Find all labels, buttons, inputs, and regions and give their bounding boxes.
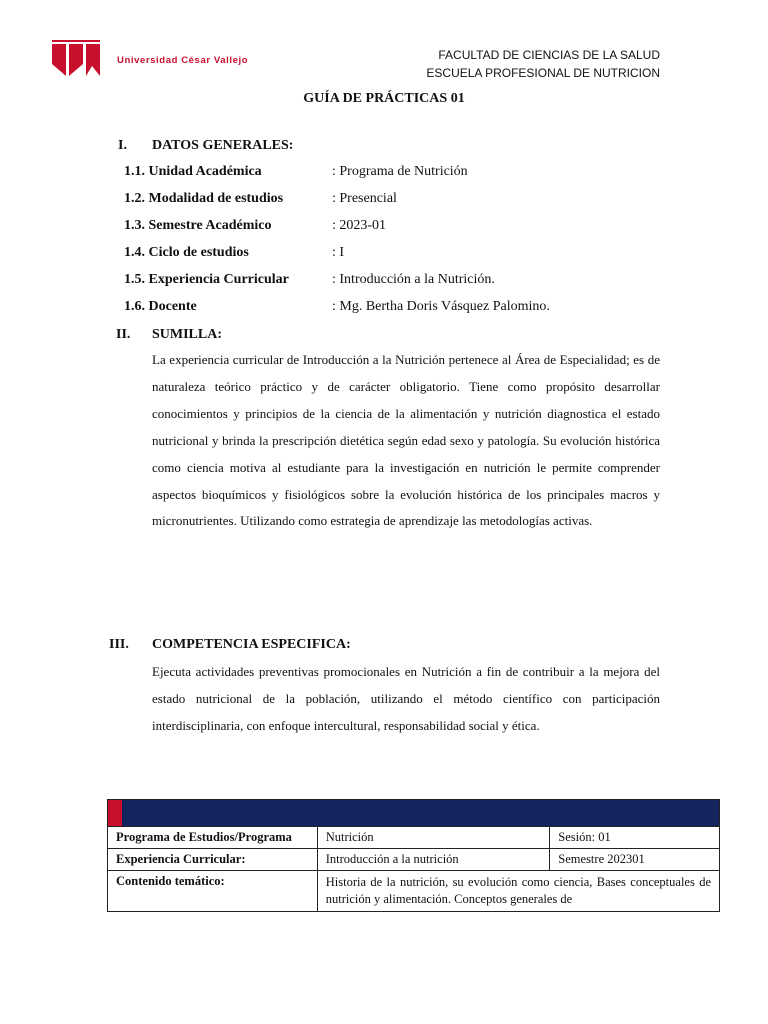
data-label: 1.3. Semestre Académico xyxy=(124,218,272,233)
section-number: II. xyxy=(116,327,131,342)
table-cell: Sesión: 01 xyxy=(550,827,720,849)
data-label: 1.1. Unidad Académica xyxy=(124,164,262,179)
table-cell: Semestre 202301 xyxy=(550,849,720,871)
data-value: : 2023-01 xyxy=(332,218,387,233)
data-label: 1.4. Ciclo de estudios xyxy=(124,245,249,260)
section-title: SUMILLA: xyxy=(152,327,223,342)
table-banner xyxy=(108,800,720,827)
data-value: : Introducción a la Nutrición. xyxy=(332,272,495,287)
section-title: DATOS GENERALES: xyxy=(152,138,294,153)
table-row xyxy=(108,871,720,912)
data-label: 1.6. Docente xyxy=(124,299,197,314)
page-title: GUÍA DE PRÁCTICAS 01 xyxy=(303,91,465,106)
table-cell: Historia de la nutrición, su evolución como ciencia, Bases conceptuales de nutrición y alimentación. Conceptos generales de xyxy=(317,871,719,912)
table-cell: Experiencia Curricular: xyxy=(108,849,318,871)
table-row xyxy=(108,827,720,849)
section-number: I. xyxy=(118,138,127,153)
table-cell: Introducción a la nutrición xyxy=(317,849,550,871)
data-label: 1.2. Modalidad de estudios xyxy=(124,191,284,206)
data-value: : Programa de Nutrición xyxy=(332,164,468,179)
section-number: III. xyxy=(109,637,129,652)
sumilla-text: La experiencia curricular de Introducción a la Nutrición pertenece al Área de Especialidad; es de naturaleza teórico práctico y de carácter obligatorio. Tiene como propósito desarrollar conocimientos y principios de la ciencia de la alimentación y nutrición diagnostica el estado nutricional y brinda la prescripción dietética según edad sexo y patología. Su evolución histórica como ciencia motiva al estudiante para la investigación en nutrición le permite comprender aspectos bioquímicos y fisiológicos sobre la evolución histórica de los principales macros y micronutrientes. Utilizando como estrategia de aprendizaje las metodologías activas. xyxy=(152,352,660,529)
table-cell: Contenido temático: xyxy=(108,871,318,912)
session-info-table xyxy=(107,799,720,912)
table-cell: Programa de Estudios/Programa xyxy=(108,827,318,849)
table-row xyxy=(108,849,720,871)
logo-text: Universidad César Vallejo xyxy=(117,55,249,66)
data-label: 1.5. Experiencia Curricular xyxy=(124,272,289,287)
data-value: : Presencial xyxy=(332,191,397,206)
faculty-name: FACULTAD DE CIENCIAS DE LA SALUD xyxy=(438,48,660,62)
school-name: ESCUELA PROFESIONAL DE NUTRICION xyxy=(426,66,660,80)
data-value: : I xyxy=(332,245,345,260)
section-title: COMPETENCIA ESPECIFICA: xyxy=(152,637,351,652)
data-value: : Mg. Bertha Doris Vásquez Palomino. xyxy=(332,299,550,314)
table-cell: Nutrición xyxy=(317,827,550,849)
competencia-text: Ejecuta actividades preventivas promocionales en Nutrición a fin de contribuir a la mejora del estado nutricional de la población, utilizando el método científico con participación interdisciplinaria, con enfoque intercultural, responsabilidad social y ética. xyxy=(152,664,660,733)
banner-cell xyxy=(108,800,720,827)
banner-accent xyxy=(108,800,122,826)
faculty-header xyxy=(426,46,660,82)
